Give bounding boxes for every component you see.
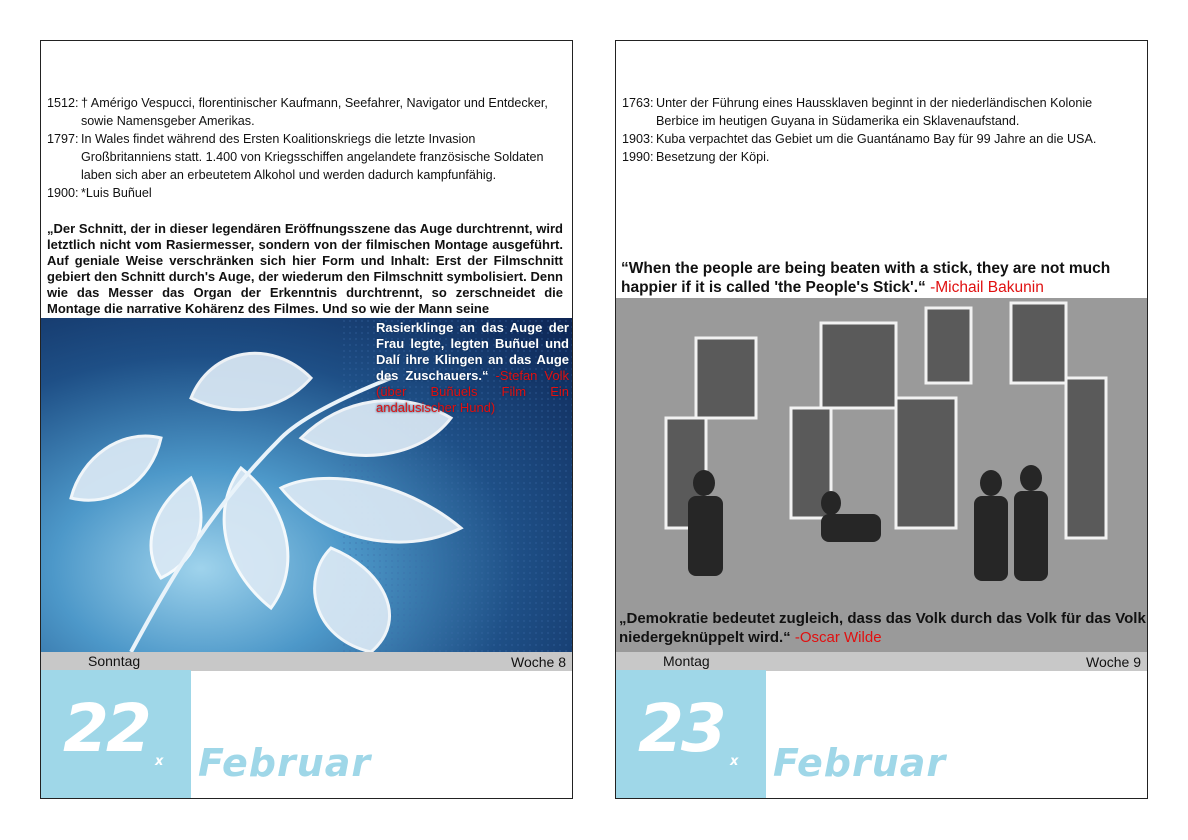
quote-bottom: „Demokratie bedeutet zugleich, dass das Volk durch das Volk für das Volk niedergeknüppelt wird.“ -Oscar Wilde bbox=[619, 610, 1146, 646]
day-number: 22 bbox=[63, 690, 149, 767]
quote-continuation: Rasierklinge an das Auge der Frau legte, legten Buñuel und Dalí ihre Klingen an das Auge des Zuschauers.“ -Stefan Volk (über Buñuels Film Ein andalusischer Hund) bbox=[376, 320, 569, 416]
calendar-page-feb-23 bbox=[615, 40, 1148, 799]
event-item: 1903: Kuba verpachtet das Gebiet um die Guantánamo Bay für 99 Jahre an die USA. bbox=[622, 132, 1097, 147]
event-item: 1797: In Wales findet während des Ersten Koalitionskriegs die letzte Invasion Großbritanniens statt. 1.400 von Kriegsschiffen angelandete französische Soldaten laben sich aber an erbeutetem Alkohol und werden dadurch kampfunfähig. bbox=[47, 132, 544, 183]
day-name: Sonntag bbox=[88, 653, 141, 669]
month-name: Februar bbox=[773, 741, 947, 785]
quote-author: -Stefan Volk (über Buñuels Film Ein andalusischer Hund) bbox=[376, 368, 569, 416]
month-name: Februar bbox=[198, 741, 372, 785]
week-number: Woche 8 bbox=[511, 654, 566, 670]
quote-author: -Oscar Wilde bbox=[790, 628, 882, 646]
event-item: 1763: Unter der Führung eines Haussklaven beginnt in der niederländischen Kolonie Berbice im heutigen Guyana in Südamerika ein Sklavenaufstand. bbox=[622, 96, 1093, 129]
quote-text: „Der Schnitt, der in dieser legendären Eröffnungsszene das Auge durchtrennt, wird letztlich nicht vom Rasiermesser, sondern von der filmischen Montage ausgeführt. Auf geniale Weise verschränken sich hier Form und Inhalt: Erst der Filmschnitt gebiert den Schnitt durch's Auge, der wiederum den Filmschnitt symbolisiert. Denn wie das Messer das Organ der Erkenntnis durchtrennt, so zerschneidet die Montage die narrative Kohärenz des Filmes. Und so wie der Mann seine bbox=[47, 221, 563, 317]
day-name: Montag bbox=[663, 653, 710, 669]
occupied-building-photo bbox=[616, 298, 1148, 652]
day-number: 23 bbox=[638, 690, 724, 767]
date-box bbox=[41, 670, 191, 799]
quote-top: “When the people are being beaten with a stick, they are not much happier if it is called 'the People's Stick'.“ -Michail Bakunin bbox=[621, 260, 1111, 296]
week-number: Woche 9 bbox=[1086, 654, 1141, 670]
day-suffix: x bbox=[155, 754, 164, 769]
date-box bbox=[616, 670, 766, 799]
event-item: 1512: † Amérigo Vespucci, florentinischer Kaufmann, Seefahrer, Navigator und Entdecker, sowie Namensgeber Amerikas. bbox=[47, 96, 548, 129]
frosted-leaves-photo bbox=[41, 318, 573, 652]
day-bar bbox=[616, 652, 1148, 671]
quote-author: -Michail Bakunin bbox=[925, 279, 1044, 296]
event-item: 1900: *Luis Buñuel bbox=[47, 186, 152, 201]
history-events bbox=[622, 94, 1135, 166]
day-suffix: x bbox=[730, 754, 739, 769]
day-bar bbox=[41, 652, 573, 671]
calendar-page-feb-22 bbox=[40, 40, 573, 799]
event-item: 1990: Besetzung der Köpi. bbox=[622, 150, 770, 165]
history-events bbox=[47, 94, 560, 203]
